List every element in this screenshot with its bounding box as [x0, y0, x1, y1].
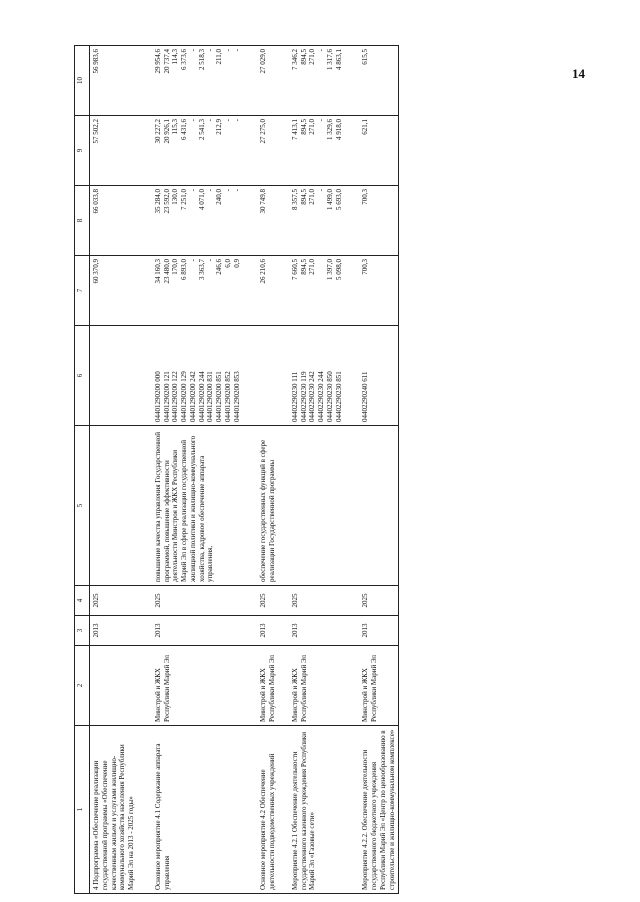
value-col8-cell: [243, 186, 279, 256]
value-col7-cell-line: [317, 259, 326, 322]
result-cell: [279, 426, 346, 586]
rotated-table-container: [74, 46, 566, 894]
budget-code-cell: [345, 326, 399, 426]
value-col7-cell: [345, 256, 399, 326]
column-number: 7: [75, 256, 90, 326]
value-col10-cell-line: -: [232, 49, 241, 52]
value-col10-cell-line: 894,5: [299, 49, 308, 65]
column-number: 5: [75, 426, 90, 586]
value-col8-cell-line: -: [232, 189, 241, 192]
budget-code-cell-line: 04402290230 242: [308, 371, 317, 422]
value-col8-cell-line: 23 592,0: [162, 189, 171, 214]
budget-code-cell-line: 04401290200 129: [180, 371, 188, 422]
value-col9-cell-line: 894,5: [299, 119, 308, 135]
budget-code-cell-line: [259, 329, 268, 422]
end-year-cell: 2025: [345, 586, 399, 616]
value-col10-cell: [90, 46, 138, 116]
value-col8-cell-line: -: [188, 189, 197, 192]
value-col8-cell-line: 130,0: [171, 189, 180, 205]
page-number: 14: [572, 66, 585, 81]
value-col10-cell-line: 1 317,6: [325, 49, 334, 70]
table-row: [138, 46, 244, 894]
value-col10-cell-line: -: [223, 49, 232, 52]
budget-code-cell-line: 04401290200 244: [197, 371, 206, 422]
value-col10-cell-line: 211,0: [215, 49, 223, 65]
end-year-cell: 2025: [90, 586, 138, 616]
value-col9-cell-line: 30 227,2: [153, 119, 162, 144]
value-col7-cell-line: 0,9: [232, 259, 241, 268]
value-col7-cell-line: 6 893,0: [180, 259, 188, 280]
value-col9-cell-line: 27 275,0: [259, 119, 268, 144]
table-row: [345, 46, 399, 894]
start-year-cell: 2013: [90, 616, 138, 646]
value-col7-cell-line: 246,6: [215, 259, 223, 275]
value-col8-cell-line: 5 693,0: [334, 189, 343, 210]
program-table: [74, 45, 399, 894]
start-year-cell: 2013: [138, 616, 244, 646]
budget-code-cell-line: 04401290200 000: [153, 371, 162, 422]
value-col10-cell-line: 615,5: [361, 49, 370, 65]
result-cell: повышение качества управления Государственной программой, повышение эффективности деятельности Минстроя и ЖКХ Республики Марий Эл в сфере реализации государственной жилищной политики и жилищно-коммунального хозяйства, кадровое обеспечение аппарата управления,: [138, 426, 244, 586]
value-col8-cell-line: 271,0: [308, 189, 317, 205]
budget-code-cell-line: 04401290200 121: [162, 371, 171, 422]
value-col10-cell-line: 271,0: [308, 49, 317, 65]
value-col10-cell: [345, 46, 399, 116]
value-col8-cell: [345, 186, 399, 256]
value-col8-cell-line: -: [317, 189, 325, 192]
start-year-cell: 2013: [279, 616, 346, 646]
value-col8-cell-line: 700,3: [361, 189, 370, 205]
value-col10-cell-line: 56 983,6: [92, 49, 100, 74]
value-col7-cell-line: 34 160,3: [153, 259, 162, 284]
executor-cell: [90, 646, 138, 726]
value-col8-cell-line: 4 071,0: [197, 189, 206, 210]
table-body: [90, 46, 399, 894]
column-number: 3: [75, 616, 90, 646]
value-col10-cell: [138, 46, 244, 116]
value-col10-cell-line: 29 954,6: [153, 49, 162, 74]
value-col9-cell: [345, 116, 399, 186]
value-col9-cell-line: 271,0: [308, 119, 317, 135]
value-col9-cell: [243, 116, 279, 186]
budget-code-cell: [243, 326, 279, 426]
value-col10-cell-line: 27 029,0: [259, 49, 268, 74]
value-col8-cell: [279, 186, 346, 256]
end-year-cell: 2025: [138, 586, 244, 616]
end-year-cell: 2025: [243, 586, 279, 616]
value-col10-cell-line: 6 373,6: [180, 49, 188, 70]
value-col7-cell-line: 5 098,0: [334, 259, 343, 280]
value-col9-cell-line: 621,1: [361, 119, 370, 135]
table-row: [243, 46, 279, 894]
value-col10-cell-line: 20 737,4: [162, 49, 171, 74]
value-col8-cell-line: -: [223, 189, 232, 192]
value-col9-cell-line: -: [188, 119, 197, 122]
value-col8-cell-line: 8 357,5: [290, 189, 299, 210]
start-year-cell: 2013: [345, 616, 399, 646]
budget-code-cell-line: 04402290230 244: [317, 371, 325, 422]
value-col9-cell: [90, 116, 138, 186]
budget-code-cell-line: 04402290230 111: [290, 371, 299, 422]
value-col7-cell-line: 1 397,0: [325, 259, 334, 280]
budget-code-cell: [90, 326, 138, 426]
value-col7-cell-line: -: [206, 259, 215, 262]
value-col9-cell-line: 7 413,1: [290, 119, 299, 140]
value-col10-cell-line: 114,3: [171, 49, 180, 65]
value-col8-cell-line: 66 033,8: [92, 189, 100, 214]
result-cell: обеспечение государственных функций в сфере реализации Государственной программы: [243, 426, 279, 586]
column-number: 9: [75, 116, 90, 186]
result-cell: [90, 426, 138, 586]
executor-cell: Минстрой и ЖКХ Республики Марий Эл: [243, 646, 279, 726]
value-col9-cell-line: 20 926,1: [162, 119, 171, 144]
program-name-cell: 4 Подпрограмма «Обеспечение реализации государственной программы «Обеспечение качественным жильем и услугами жилищно-коммунального хозяйства населения Республики Марий Эл на 2013 - 2025 годы»: [90, 726, 138, 894]
value-col8-cell-line: 894,5: [299, 189, 308, 205]
value-col7-cell-line: -: [188, 259, 197, 262]
value-col10-cell-line: -: [317, 49, 325, 52]
budget-code-cell-line: 04402290230 851: [334, 371, 343, 422]
value-col9-cell-line: -: [317, 119, 325, 122]
program-name-cell: Основное мероприятие 4.1 Содержание аппарата управления: [138, 726, 244, 894]
value-col9-cell-line: 6 431,6: [180, 119, 188, 140]
budget-code-cell-line: 04401290200 853: [232, 371, 241, 422]
value-col7-cell-line: 60 370,9: [92, 259, 100, 284]
budget-code-cell-line: 04401290200 851: [215, 371, 223, 422]
value-col7-cell: [243, 256, 279, 326]
budget-code-cell-line: 04401290200 242: [188, 371, 197, 422]
table-row: [90, 46, 138, 894]
column-number: 2: [75, 646, 90, 726]
budget-code-cell-line: 04401290200 852: [223, 371, 232, 422]
value-col8-cell-line: 35 284,0: [153, 189, 162, 214]
value-col8-cell-line: 1 499,0: [325, 189, 334, 210]
program-name-cell: Мероприятие 4.2.2. Обеспечение деятельности государственного бюджетного учреждения Республики Марий Эл «Центр по ценообразованию в строительстве и жилищно-коммунальном комплексе»: [345, 726, 399, 894]
value-col10-cell: [279, 46, 346, 116]
budget-code-cell: [279, 326, 346, 426]
column-number-row: [75, 46, 90, 894]
program-name-cell: Основное мероприятие 4.2 Обеспечение деятельности подведомственных учреждений: [243, 726, 279, 894]
value-col7-cell: [138, 256, 244, 326]
value-col9-cell-line: 1 329,6: [325, 119, 334, 140]
value-col9-cell-line: 115,3: [171, 119, 180, 135]
value-col8-cell: [90, 186, 138, 256]
value-col9-cell-line: 57 502,2: [92, 119, 100, 144]
value-col8-cell-line: 240,0: [215, 189, 223, 205]
column-number: 8: [75, 186, 90, 256]
value-col9-cell: [138, 116, 244, 186]
end-year-cell: 2025: [279, 586, 346, 616]
value-col8-cell-line: 7 251,0: [180, 189, 188, 210]
column-number: 6: [75, 326, 90, 426]
value-col10-cell-line: 2 518,3: [197, 49, 206, 70]
column-number: 4: [75, 586, 90, 616]
start-year-cell: 2013: [243, 616, 279, 646]
value-col7-cell-line: 3 363,7: [197, 259, 206, 280]
budget-code-cell-line: [92, 329, 101, 422]
budget-code-cell-line: 04401290200 122: [171, 371, 180, 422]
value-col7-cell: [279, 256, 346, 326]
value-col7-cell-line: 271,0: [308, 259, 317, 275]
value-col7-cell-line: 23 480,0: [162, 259, 171, 284]
value-col8-cell-line: 30 749,8: [259, 189, 268, 214]
budget-code-cell: [138, 326, 244, 426]
value-col9-cell: [279, 116, 346, 186]
value-col9-cell-line: -: [232, 119, 241, 122]
value-col7-cell-line: 170,0: [171, 259, 180, 275]
value-col9-cell-line: -: [206, 119, 215, 122]
value-col7-cell-line: 6,0: [223, 259, 232, 268]
executor-cell: Минстрой и ЖКХ Республики Марий Эл: [345, 646, 399, 726]
executor-cell: Минстрой и ЖКХ Республики Марий Эл: [138, 646, 244, 726]
value-col7-cell-line: 7 660,5: [290, 259, 299, 280]
value-col10-cell-line: -: [206, 49, 215, 52]
value-col10-cell-line: -: [188, 49, 197, 52]
table-row: [279, 46, 346, 894]
column-number: 1: [75, 726, 90, 894]
value-col10-cell-line: 4 863,1: [334, 49, 343, 70]
value-col9-cell-line: 4 918,0: [334, 119, 343, 140]
result-cell: [345, 426, 399, 586]
budget-code-cell-line: 04402290230 119: [299, 371, 308, 422]
value-col7-cell-line: 894,5: [299, 259, 308, 275]
budget-code-cell-line: 04402290240 611: [361, 371, 370, 422]
value-col8-cell-line: -: [206, 189, 215, 192]
value-col7-cell-line: 26 210,6: [259, 259, 268, 284]
value-col7-cell: [90, 256, 138, 326]
budget-code-cell-line: 04402290230 850: [325, 371, 334, 422]
budget-code-cell-line: 04401290200 831: [206, 371, 215, 422]
value-col10-cell-line: 7 346,2: [290, 49, 299, 70]
value-col9-cell-line: 212,9: [215, 119, 223, 135]
value-col9-cell-line: -: [223, 119, 232, 122]
executor-cell: Минстрой и ЖКХ Республики Марий Эл: [279, 646, 346, 726]
column-number: 10: [75, 46, 90, 116]
value-col10-cell: [243, 46, 279, 116]
value-col7-cell-line: 700,3: [361, 259, 370, 275]
value-col8-cell: [138, 186, 244, 256]
program-name-cell: Мероприятие 4.2.1 Обеспечение деятельности государственного казенного учреждения Республики Марий Эл «Газовые сети»: [279, 726, 346, 894]
value-col9-cell-line: 2 541,3: [197, 119, 206, 140]
